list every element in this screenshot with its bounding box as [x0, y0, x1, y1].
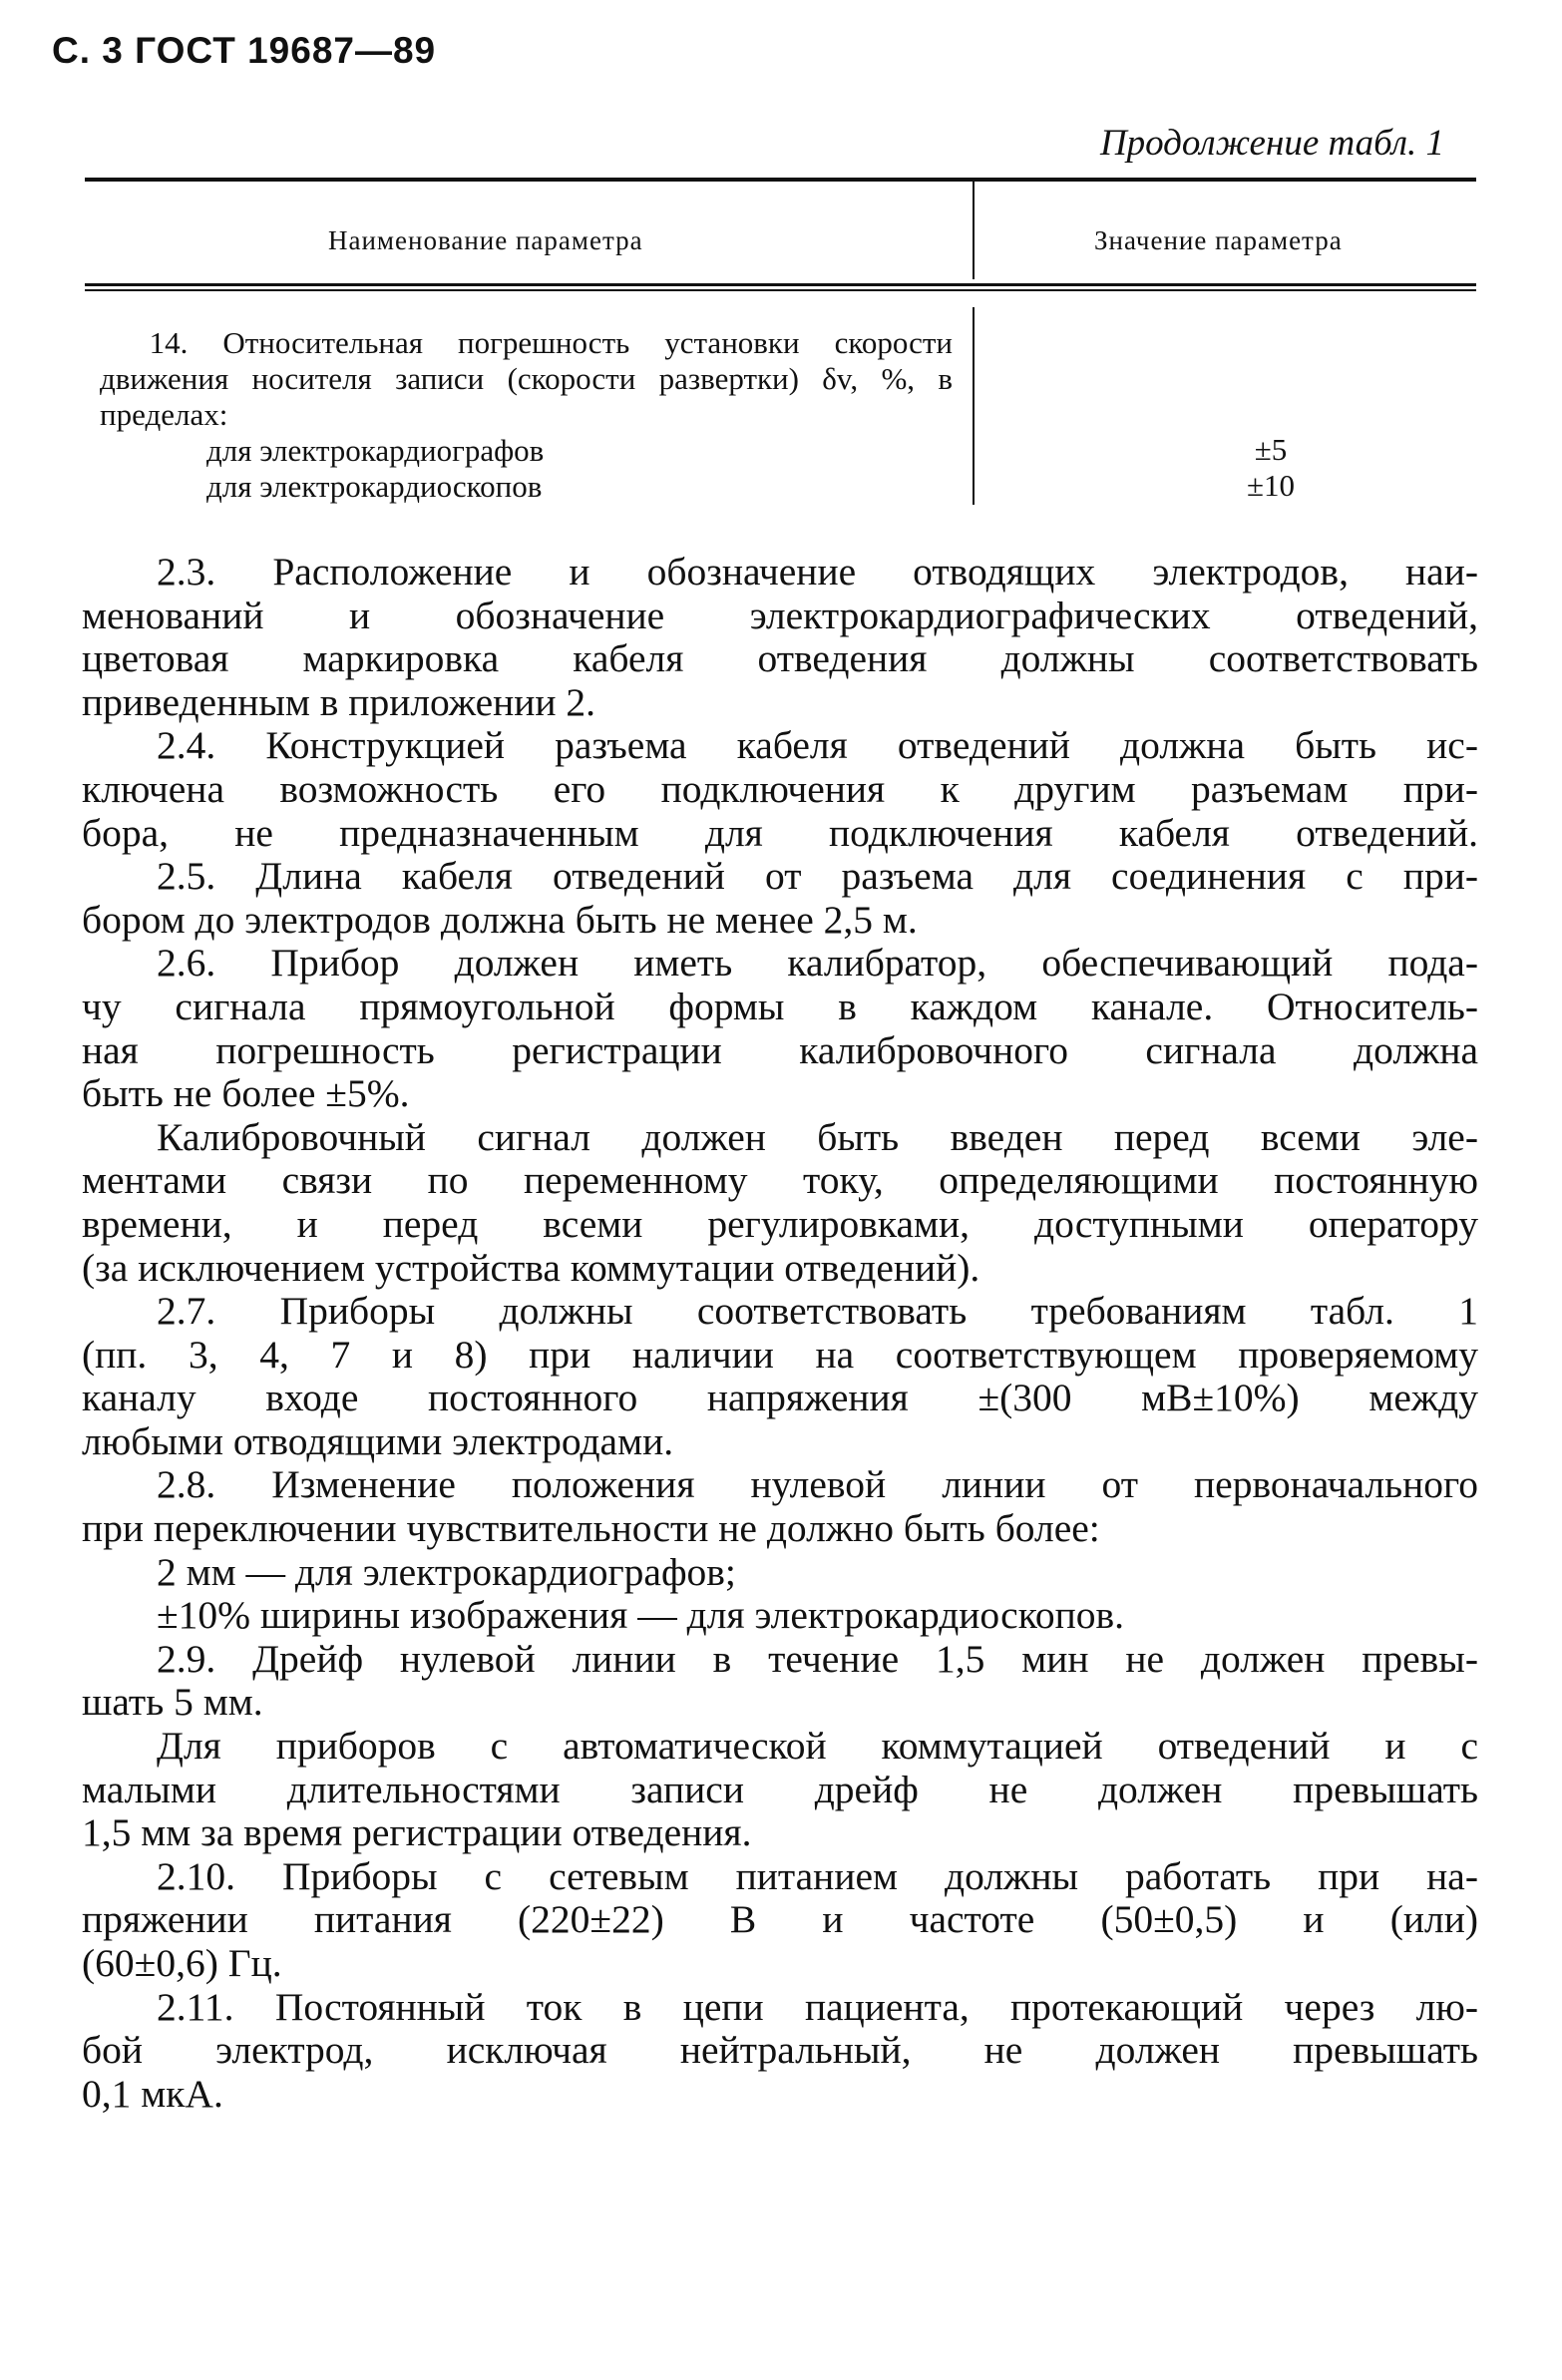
paragraph-2-7-l3: каналу входе постоянного напряжения ±(300 мВ±10%) между [82, 1376, 1478, 1420]
document-body [82, 551, 1478, 2116]
paragraph-2-7-l1: 2.7. Приборы должны соответствовать требованиям табл. 1 [157, 1289, 1478, 1334]
table-header-divider [973, 182, 975, 279]
paragraph-2-7-l4: любыми отводящими электродами. [82, 1418, 674, 1463]
page-header: С. 3 ГОСТ 19687—89 [52, 30, 437, 71]
paragraph-2-3-l1: 2.3. Расположение и обозначение отводящих электродов, наи- [157, 550, 1478, 594]
paragraph-2-10-l3: (60±0,6) Гц. [82, 1941, 282, 1985]
paragraph-2-9b-l2: малыми длительностями записи дрейф не должен превышать [82, 1767, 1478, 1811]
header-double-rule-1 [85, 283, 1476, 286]
table-row-14-values [1206, 432, 1336, 504]
paragraph-2-9b-l3: 1,5 мм за время регистрации отведения. [82, 1810, 752, 1855]
paragraph-2-11-l2: бой электрод, исключая нейтральный, не должен превышать [82, 2028, 1478, 2073]
paragraph-2-10-l1: 2.10. Приборы с сетевым питанием должны работать при на- [157, 1853, 1478, 1898]
paragraph-2-6-l1: 2.6. Прибор должен иметь калибратор, обеспечивающий пода- [157, 941, 1478, 986]
paragraph-2-3-l4: приведенным в приложении 2. [82, 679, 596, 724]
parameters-table [85, 178, 1476, 512]
paragraph-2-6b-l3: времени, и перед всеми регулировками, доступными оператору [82, 1201, 1478, 1246]
paragraph-2-6b-l1: Калибровочный сигнал должен быть введен перед всеми эле- [157, 1114, 1478, 1159]
row-14-sub-electrocardiographs: для электрокардиографов [206, 433, 545, 468]
paragraph-2-6-l3: ная погрешность регистрации калибровочного сигнала должна [82, 1027, 1478, 1072]
table-continuation-label: Продолжение табл. 1 [1099, 123, 1444, 164]
paragraph-2-6b-l2: ментами связи по переменному току, определяющими постоянную [82, 1158, 1478, 1203]
paragraph-2-4-l2: ключена возможность его подключения к другим разъемам при- [82, 766, 1478, 811]
paragraph-2-6b-l4: (за исключением устройства коммутации отведений). [82, 1245, 980, 1290]
header-double-rule-2 [85, 289, 1476, 291]
row-14-sub-electrocardioscopes: для электрокардиоскопов [206, 469, 543, 504]
paragraph-2-3-l2: менований и обозначение электрокардиографических отведений, [82, 593, 1478, 637]
paragraph-2-8-item-2: ±10% ширины изображения — для электрокардиоскопов. [157, 1593, 1125, 1638]
table-body-divider [973, 307, 975, 505]
paragraph-2-5-l2: бором до электродов должна быть не менее 2,5 м. [82, 897, 918, 942]
paragraph-2-6-l2: чу сигнала прямоугольной формы в каждом канале. Относитель- [82, 984, 1478, 1028]
paragraph-2-8-l1: 2.8. Изменение положения нулевой линии от первоначального [157, 1462, 1478, 1507]
paragraph-2-4-l3: бора, не предназначенным для подключения кабеля отведений. [82, 810, 1478, 855]
paragraph-2-4-l1: 2.4. Конструкцией разъема кабеля отведений должна быть ис- [157, 723, 1478, 768]
table-row-14-name [100, 325, 953, 505]
paragraph-2-9-l2: шать 5 мм. [82, 1680, 263, 1725]
paragraph-2-7-l2: (пп. 3, 4, 7 и 8) при наличии на соответствующем проверяемому [82, 1332, 1478, 1377]
paragraph-2-8-item-1: 2 мм — для электрокардиографов; [157, 1549, 736, 1594]
paragraph-2-9-l1: 2.9. Дрейф нулевой линии в течение 1,5 мин не должен превы- [157, 1636, 1478, 1681]
paragraph-2-8-l2: при переключении чувствительности не должно быть более: [82, 1506, 1100, 1551]
table-top-rule [85, 178, 1476, 182]
paragraph-2-11-l3: 0,1 мкА. [82, 2071, 223, 2116]
row-14-value-1: ±5 [1254, 432, 1288, 467]
row-14-value-2: ±10 [1246, 468, 1295, 503]
paragraph-2-10-l2: пряжении питания (220±22) В и частоте (50±0,5) и (или) [82, 1897, 1478, 1942]
paragraph-2-3-l3: цветовая маркировка кабеля отведения должны соответствовать [82, 636, 1478, 681]
column-header-name: Наименование параметра [328, 225, 643, 255]
row-14-description: 14. Относительная погрешность установки скорости движения носителя записи (скорости развертки) δv, %, в пределах: [100, 325, 953, 432]
paragraph-2-11-l1: 2.11. Постоянный ток в цепи пациента, протекающий через лю- [157, 1984, 1478, 2029]
paragraph-2-9b-l1: Для приборов с автоматической коммутацией отведений и с [157, 1724, 1478, 1769]
paragraph-2-6-l4: быть не более ±5%. [82, 1071, 410, 1116]
column-header-value: Значение параметра [1094, 225, 1343, 255]
paragraph-2-5-l1: 2.5. Длина кабеля отведений от разъема для соединения с при- [157, 854, 1478, 899]
